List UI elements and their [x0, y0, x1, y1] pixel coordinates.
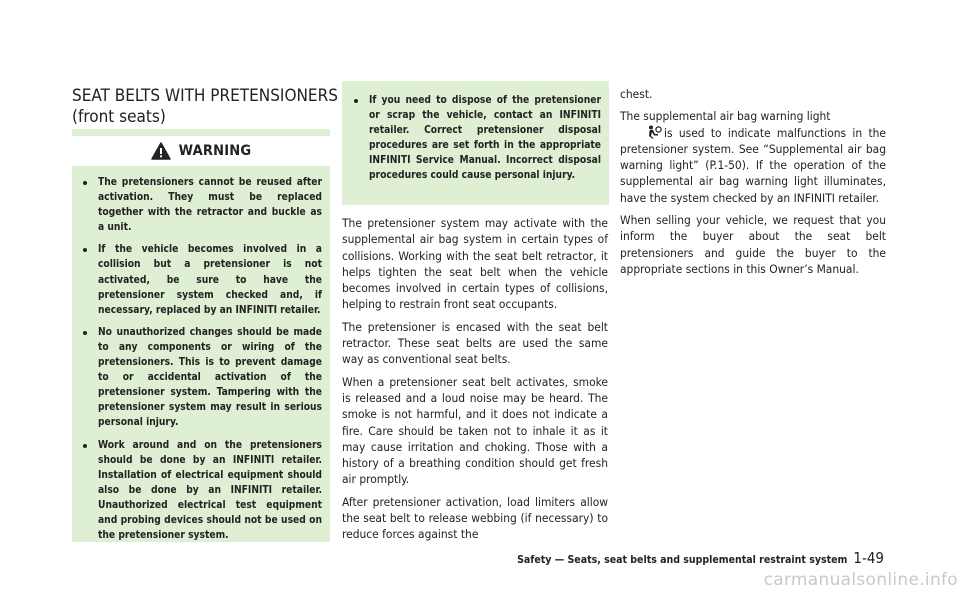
warning-title: WARNING [178, 143, 252, 159]
heading-line-1: SEAT BELTS WITH PRETENSIONERS [72, 86, 338, 106]
warning-triangle-icon [151, 142, 171, 160]
airbag-warning-light-icon [646, 125, 662, 139]
heading-line-2: (front seats) [72, 107, 166, 127]
body-paragraph: The pretensioner is encased with the seat belt retractor. These seat belts are used the same way as conventional seat belts. [342, 319, 608, 367]
page-number: 1-49 [853, 549, 884, 567]
warning-list-continued [353, 93, 601, 191]
warning-item: If the vehicle becomes involved in a collision but a pretensioner is not activated, be sure to have the pretensioner system checked and, if necessary, replaced by an INFINITI retailer. [82, 242, 322, 317]
airbag-text-after: is used to indicate malfunctions in the pretensioner system. See “Supplemental air bag warning light” (P.1-50). If the operation of the supplemental air bag warning light illuminates, have the system checked by an INFINITI retailer. [620, 125, 886, 205]
warning-item: If you need to dispose of the pretensioner or scrap the vehicle, contact an INFINITI retailer. Correct pretensioner disposal procedures are set forth in the appropriate INFINITI Service Manual. Incorrect disposal procedures could cause personal injury. [353, 93, 601, 184]
body-paragraph: chest. [620, 87, 653, 101]
body-paragraph: When a pretensioner seat belt activates, smoke is released and a loud noise may be heard. The smoke is not harmful, and it does not indicate a fire. Care should be taken not to inhale it as it may cause irritation and choking. Those with a history of a breathing condition should get fresh air promptly. [342, 374, 608, 487]
warning-item: No unauthorized changes should be made to any components or wiring of the pretensioners. This is to prevent damage to or accidental activation of the pretensioner system. Tampering with the pretensioner system may result in serious personal injury. [82, 325, 322, 431]
body-paragraph: After pretensioner activation, load limiters allow the seat belt to release webbing (if necessary) to reduce forces against the [342, 494, 608, 542]
warning-item: The pretensioners cannot be reused after activation. They must be replaced together with the retractor and buckle as a unit. [82, 175, 322, 235]
section-heading [72, 86, 342, 128]
watermark: carmanualsonline.info [763, 570, 958, 590]
body-paragraph-airbag [620, 108, 886, 206]
footer-section-title: Safety — Seats, seat belts and supplemental restraint system [517, 554, 848, 566]
body-paragraph: When selling your vehicle, we request that you inform the buyer about the seat belt pretensioners and guide the buyer to the appropriate sections in this Owner’s Manual. [620, 213, 886, 276]
body-column-2 [342, 215, 608, 549]
warning-header [72, 136, 330, 166]
body-column-3 [620, 86, 886, 283]
warning-list [82, 175, 322, 550]
warning-item: Work around and on the pretensioners should be done by an INFINITI retailer. Installation of electrical equipment should also be done by an INFINITI retailer. Unauthorized electrical test equipment and probing devices should not be used on the pretensioner system. [82, 438, 322, 544]
airbag-text-before: The supplemental air bag warning light [620, 109, 831, 124]
body-paragraph: The pretensioner system may activate with the supplemental air bag system in certain types of collisions. Working with the seat belt retractor, it helps tighten the seat belt when the vehicle becomes involved in certain types of collisions, helping to restrain front seat occupants. [342, 216, 608, 312]
page-footer [517, 549, 884, 567]
